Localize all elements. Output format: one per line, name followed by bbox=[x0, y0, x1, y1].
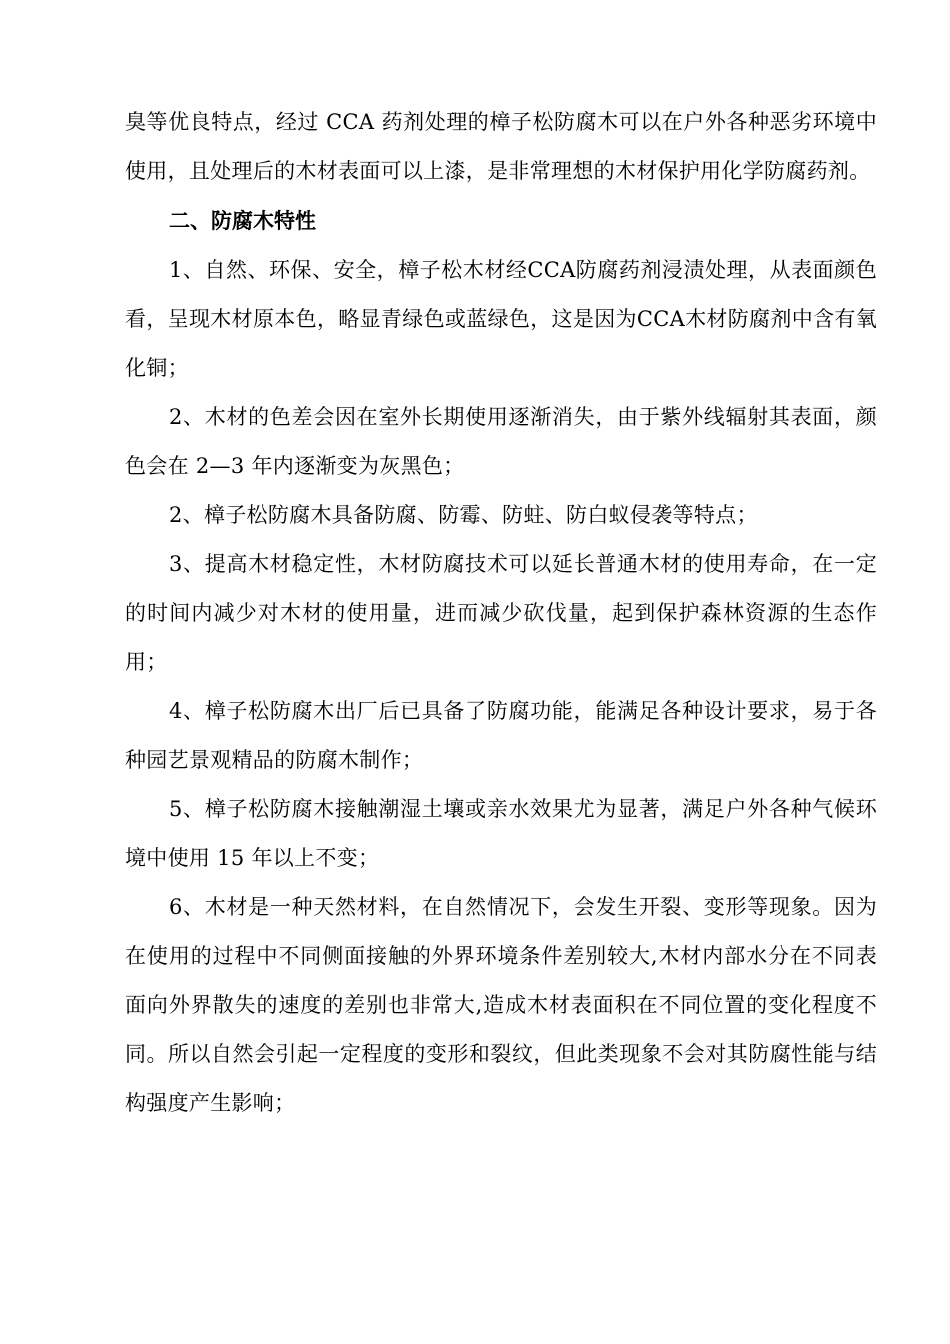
document-body bbox=[125, 98, 877, 1128]
section-heading: 二、防腐木特性 bbox=[169, 209, 316, 233]
list-item-2b: 2、樟子松防腐木具备防腐、防霉、防蛀、防白蚁侵袭等特点； bbox=[169, 503, 758, 527]
list-item-1: 1、自然、环保、安全，樟子松木材经CCA防腐药剂浸渍处理，从表面颜色看，呈现木材原本色，略显青绿色或蓝绿色，这是因为CCA木材防腐剂中含有氧化铜； bbox=[125, 258, 877, 380]
paragraph-intro-continued: 臭等优良特点，经过 CCA 药剂处理的樟子松防腐木可以在户外各种恶劣环境中使用，且处理后的木材表面可以上漆，是非常理想的木材保护用化学防腐药剂。 bbox=[125, 110, 877, 183]
list-item-5: 5、樟子松防腐木接触潮湿土壤或亲水效果尤为显著，满足户外各种气候环境中使用 15 年以上不变； bbox=[125, 797, 877, 870]
list-item-2a: 2、木材的色差会因在室外长期使用逐渐消失，由于紫外线辐射其表面，颜色会在 2—3 年内逐渐变为灰黑色； bbox=[125, 405, 877, 478]
list-item-3: 3、提高木材稳定性，木材防腐技术可以延长普通木材的使用寿命，在一定的时间内减少对木材的使用量，进而减少砍伐量，起到保护森林资源的生态作用； bbox=[125, 552, 877, 674]
list-item-4: 4、樟子松防腐木出厂后已具备了防腐功能，能满足各种设计要求，易于各种园艺景观精品的防腐木制作； bbox=[125, 699, 877, 772]
list-item-6: 6、木材是一种天然材料，在自然情况下，会发生开裂、变形等现象。因为在使用的过程中不同侧面接触的外界环境条件差别较大,木材内部水分在不同表面向外界散失的速度的差别也非常大,造成木材表面积在不同位置的变化程度不同。所以自然会引起一定程度的变形和裂纹，但此类现象不会对其防腐性能与结构强度产生影响； bbox=[125, 895, 877, 1115]
